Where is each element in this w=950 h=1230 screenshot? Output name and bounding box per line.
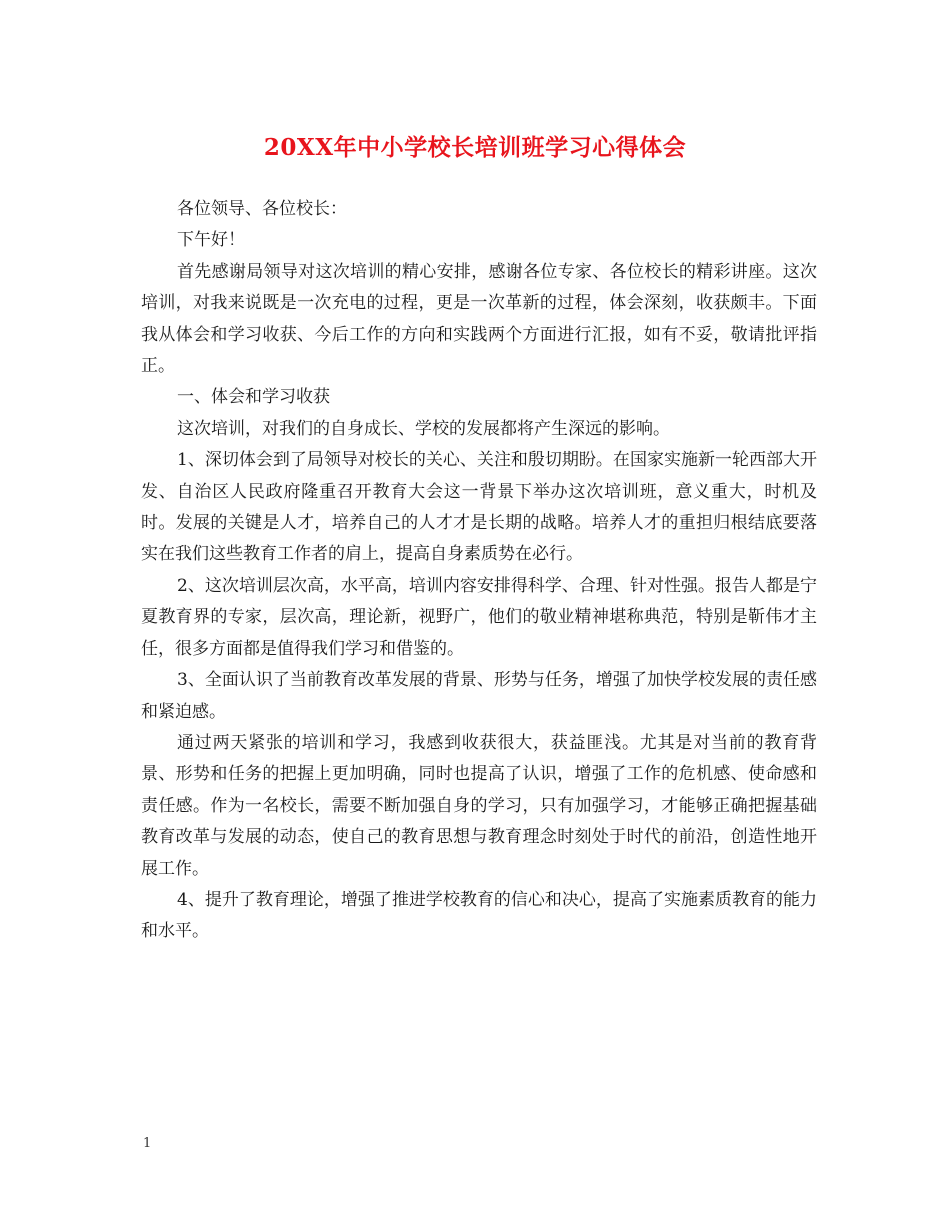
paragraph-salutation: 下午好！ bbox=[177, 230, 245, 251]
paragraph-reflection: 通过两天紧张的培训和学习，我感到收获很大，获益匪浅。尤其是对当前的教育背景、形势和任务的把握上更加明确，同时也提高了认识，增强了工作的危机感、使命感和责任感。作为一名校长，需要不断加强自身的学习，只有加强学习，才能够正确把握基础教育改革与发展的动态，使自己的教育思想与教育理念时刻处于时代的前沿，创造性地开展工作。 bbox=[141, 732, 817, 879]
paragraph-point-1: 1、深切体会到了局领导对校长的关心、关注和殷切期盼。在国家实施新一轮西部大开发、自治区人民政府隆重召开教育大会这一背景下举办这次培训班，意义重大，时机及时。发展的关键是人才，培养自己的人才才是长期的战略。培养人才的重担归根结底要落实在我们这些教育工作者的肩上，提高自身素质势在必行。 bbox=[141, 450, 817, 565]
paragraph-point-4: 4、提升了教育理论，增强了推进学校教育的信心和决心，提高了实施素质教育的能力和水平。 bbox=[141, 889, 817, 942]
page-number: 1 bbox=[143, 1136, 152, 1151]
document-title: 20XX年中小学校长培训班学习心得体会 bbox=[263, 134, 687, 161]
paragraph-point-2: 2、这次培训层次高，水平高，培训内容安排得科学、合理、针对性强。报告人都是宁夏教育界的专家，层次高，理论新，视野广，他们的敬业精神堪称典范，特别是靳伟才主任，很多方面都是值得我们学习和借鉴的。 bbox=[141, 575, 817, 659]
paragraph-introduction: 首先感谢局领导对这次培训的精心安排，感谢各位专家、各位校长的精彩讲座。这次培训，对我来说既是一次充电的过程，更是一次革新的过程，体会深刻，收获颇丰。下面我从体会和学习收获、今后工作的方向和实践两个方面进行汇报，如有不妥，敬请批评指正。 bbox=[141, 261, 817, 377]
paragraph-greeting: 各位领导、各位校长： bbox=[177, 199, 347, 219]
section-heading: 一、体会和学习收获 bbox=[177, 387, 330, 408]
paragraph-point-3: 3、全面认识了当前教育改革发展的背景、形势与任务，增强了加快学校发展的责任感和紧迫感。 bbox=[141, 670, 817, 722]
paragraph-impact: 这次培训，对我们的自身成长、学校的发展都将产生深远的影响。 bbox=[177, 418, 670, 439]
document-body bbox=[141, 194, 817, 948]
